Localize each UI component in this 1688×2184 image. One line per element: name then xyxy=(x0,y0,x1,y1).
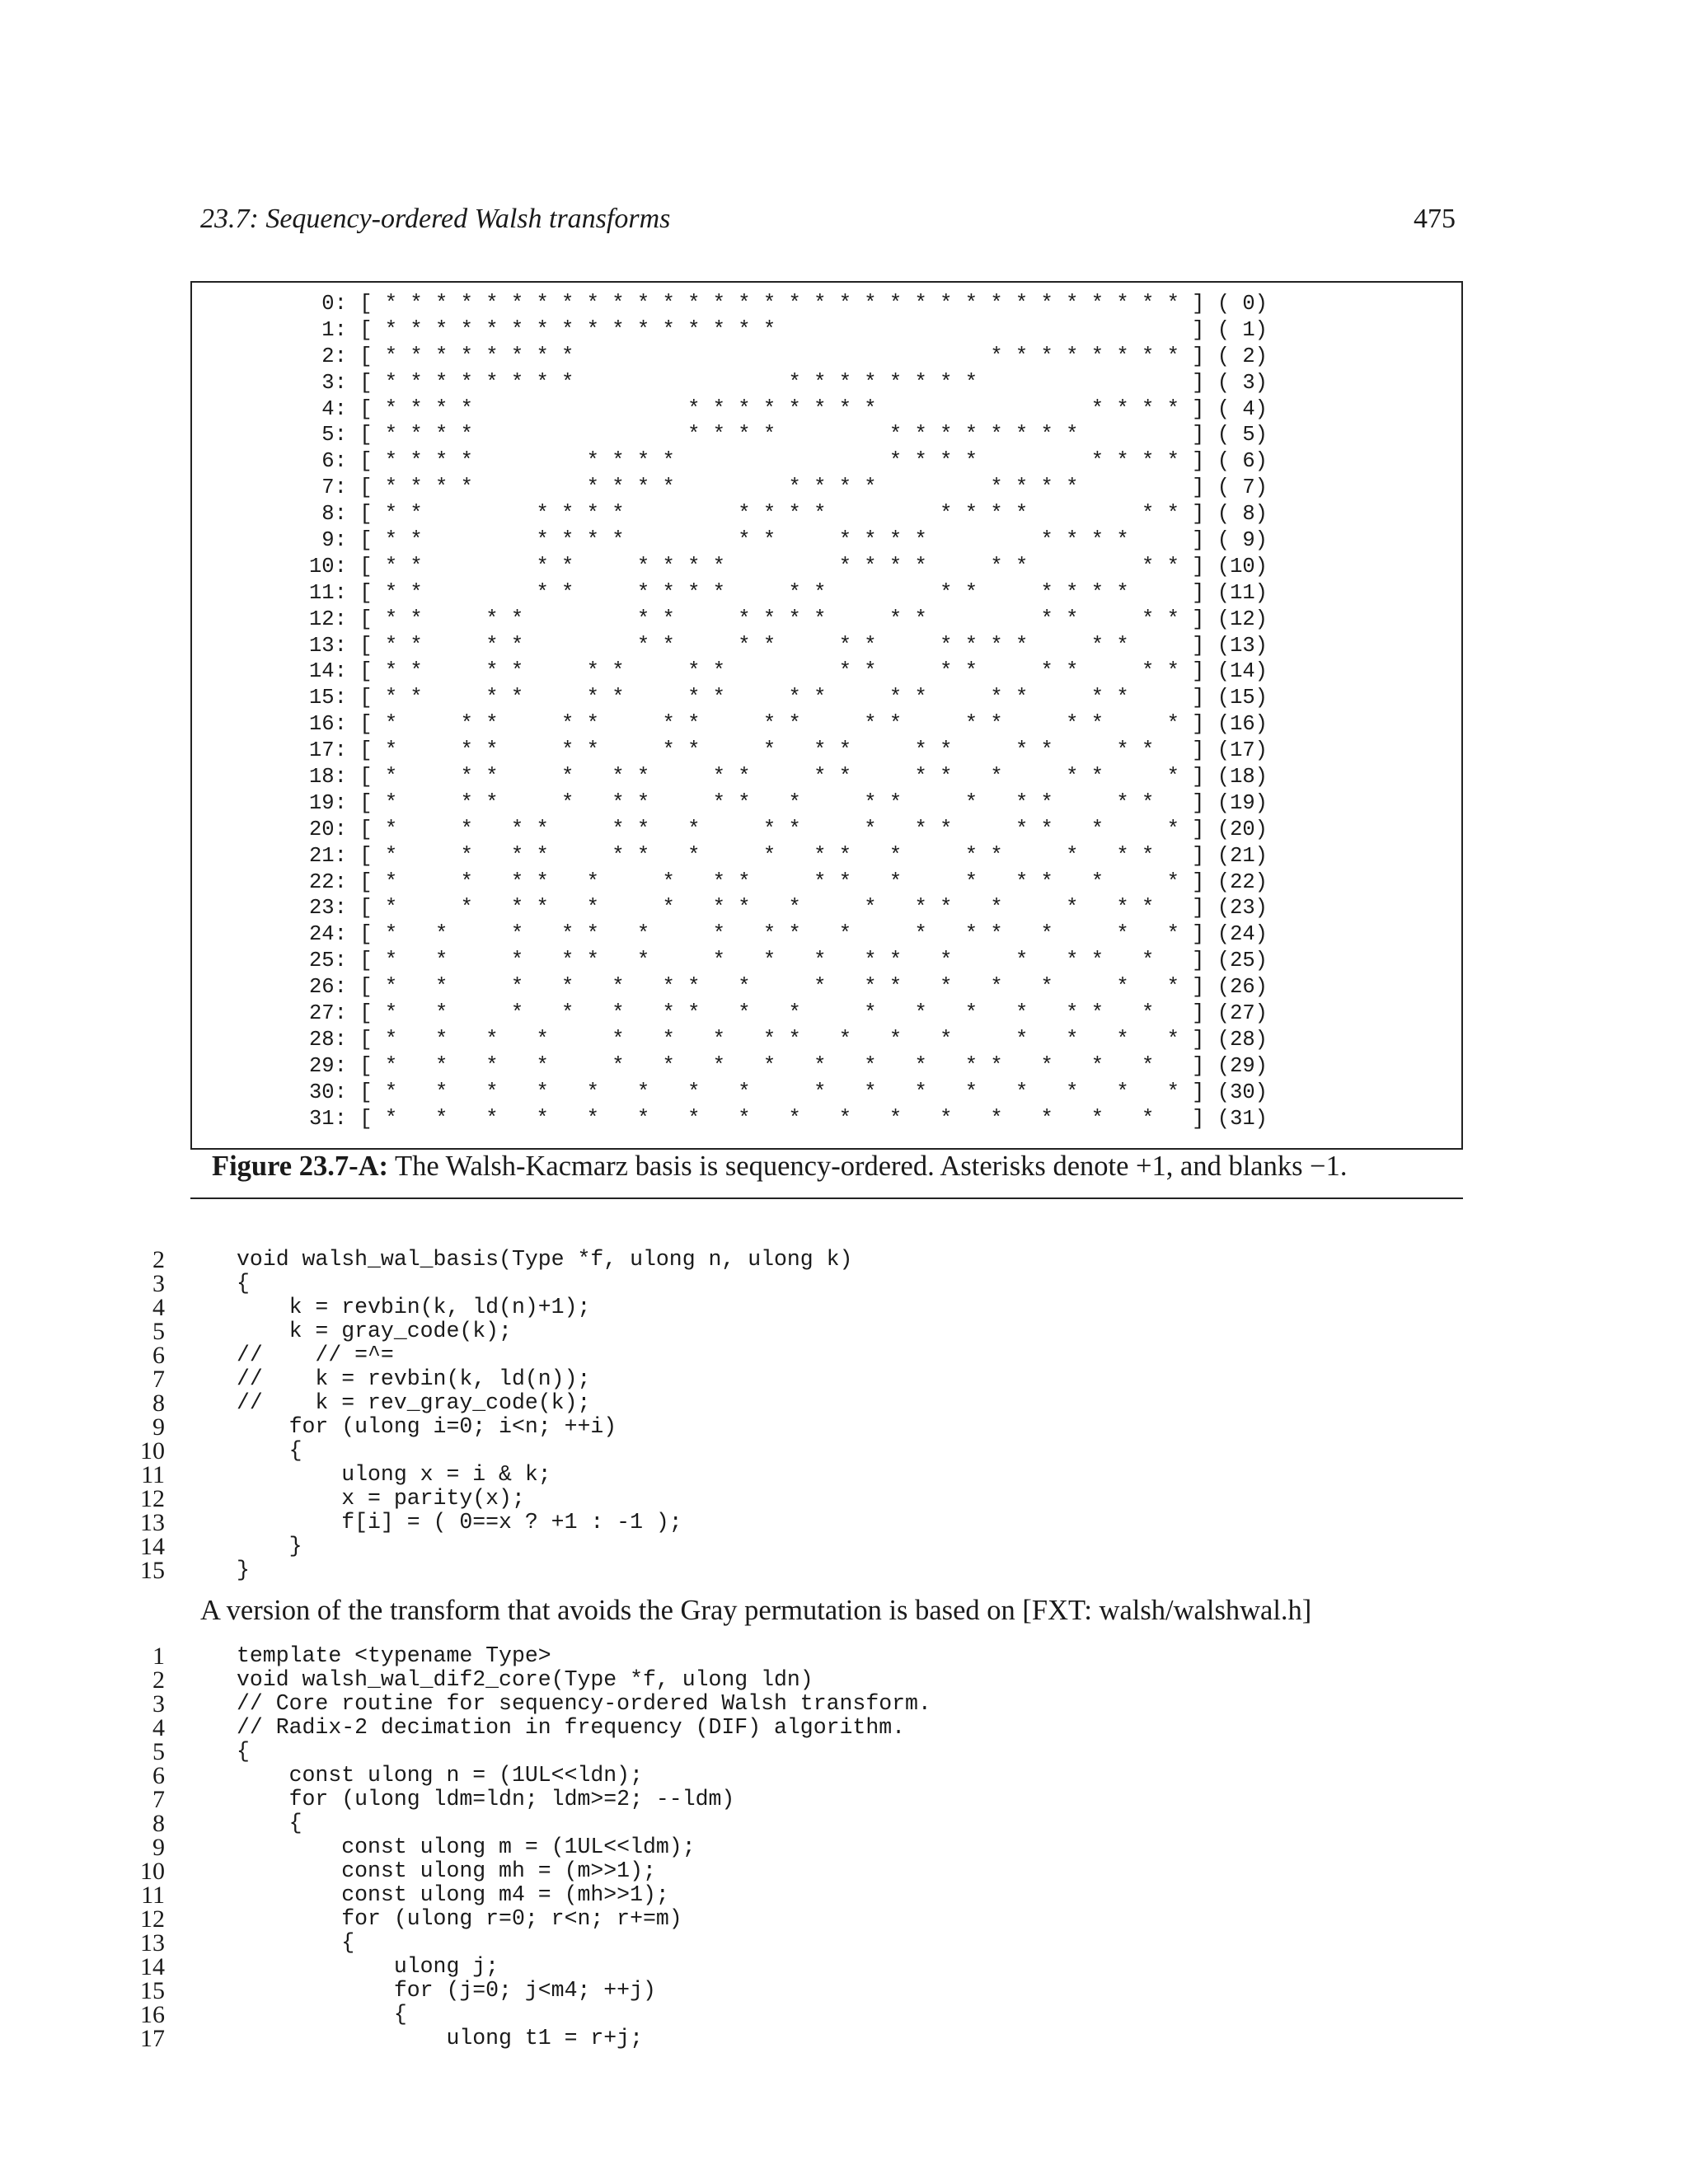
line-number: 11 xyxy=(141,1882,165,1909)
code-line xyxy=(140,1533,1302,1560)
basis-row: 20: [ * * * * * * * * * * * * * * * * ] (20) xyxy=(309,817,1268,841)
code-line xyxy=(148,1343,1302,1367)
line-number: 4 xyxy=(152,1714,165,1741)
running-head-title: 23.7: Sequency-ordered Walsh transforms xyxy=(200,204,671,234)
code-line xyxy=(148,1319,1302,1343)
code-line xyxy=(140,1485,1302,1512)
code-line xyxy=(148,1248,1302,1272)
line-number: 14 xyxy=(140,1953,165,1980)
basis-row: 7: [ * * * * * * * * * * * * * * * * ] ( 7) xyxy=(321,476,1268,500)
basis-row: 28: [ * * * * * * * * * * * * * * * * ] (28) xyxy=(309,1027,1268,1052)
figure-caption-text: The Walsh-Kacmarz basis is sequency-ordered. Asterisks denote +1, and blanks −1. xyxy=(388,1151,1348,1182)
line-number: 9 xyxy=(152,1413,165,1441)
code-line xyxy=(140,1557,1302,1584)
basis-row: 14: [ * * * * * * * * * * * * * * * * ] (14) xyxy=(309,659,1268,684)
basis-row: 4: [ * * * * * * * * * * * * * * * * ] ( 4) xyxy=(321,396,1268,421)
line-number: 12 xyxy=(140,1905,165,1933)
line-number: 13 xyxy=(140,1929,165,1957)
code-text: { xyxy=(237,1271,250,1296)
code-line xyxy=(140,2001,1302,2028)
basis-row: 8: [ * * * * * * * * * * * * * * * * ] ( 8) xyxy=(321,502,1268,527)
line-number: 11 xyxy=(141,1461,165,1488)
basis-row: 21: [ * * * * * * * * * * * * * * * * ] (21) xyxy=(309,843,1268,868)
basis-row: 16: [ * * * * * * * * * * * * * * * * ] (16) xyxy=(309,712,1268,737)
code-text: } xyxy=(237,1534,302,1558)
basis-row: 27: [ * * * * * * * * * * * * * * * * ] (27) xyxy=(309,1001,1268,1026)
running-head xyxy=(200,204,1456,240)
code-line xyxy=(148,1367,1302,1391)
code-text: ulong x = i & k; xyxy=(237,1462,551,1487)
body-paragraph: A version of the transform that avoids the Gray permutation is based on [FXT: walsh/walshwal.h] xyxy=(200,1595,1312,1626)
line-number: 3 xyxy=(152,1690,165,1718)
line-number: 8 xyxy=(152,1390,165,1417)
basis-row: 6: [ * * * * * * * * * * * * * * * * ] ( 6) xyxy=(321,449,1268,474)
line-number: 14 xyxy=(140,1533,165,1560)
code-text: } xyxy=(237,1558,250,1582)
line-number: 4 xyxy=(152,1294,165,1321)
basis-row: 23: [ * * * * * * * * * * * * * * * * ] (23) xyxy=(309,896,1268,921)
basis-row: 13: [ * * * * * * * * * * * * * * * * ] (13) xyxy=(309,633,1268,658)
code-line xyxy=(148,1296,1302,1319)
code-text: const ulong n = (1UL<<ldn); xyxy=(237,1763,643,1788)
code-text: const ulong mh = (m>>1); xyxy=(237,1858,656,1883)
code-text: const ulong m4 = (mh>>1); xyxy=(237,1882,669,1907)
basis-row: 15: [ * * * * * * * * * * * * * * * * ] (15) xyxy=(309,686,1268,710)
basis-row: 1: [ * * * * * * * * * * * * * * * * ] ( 1) xyxy=(321,317,1268,342)
line-number: 7 xyxy=(152,1786,165,1813)
line-number: 6 xyxy=(152,1342,165,1369)
line-number: 2 xyxy=(152,1246,165,1273)
code-text: { xyxy=(237,2002,407,2027)
code-line xyxy=(148,1716,1302,1740)
line-number: 13 xyxy=(140,1509,165,1536)
code-text: f[i] = ( 0==x ? +1 : -1 ); xyxy=(237,1510,682,1535)
basis-row: 31: [ * * * * * * * * * * * * * * * * ] (31) xyxy=(309,1106,1268,1131)
basis-row: 9: [ * * * * * * * * * * * * * * * * ] ( 9) xyxy=(321,528,1268,553)
basis-row: 17: [ * * * * * * * * * * * * * * * * ] (17) xyxy=(309,738,1268,763)
line-number: 10 xyxy=(140,1858,165,1885)
code-listing-walsh-wal-basis xyxy=(140,1246,1302,1584)
basis-row: 0: [ * * * * * * * * * * * * * * * * * * * * * * * * * * * * * * * * ] ( 0) xyxy=(321,292,1268,316)
code-text: { xyxy=(237,1930,355,1955)
basis-row: 26: [ * * * * * * * * * * * * * * * * ] (26) xyxy=(309,975,1268,1000)
code-text: void walsh_wal_dif2_core(Type *f, ulong ldn) xyxy=(237,1667,814,1692)
code-line xyxy=(148,1644,1302,1668)
code-line xyxy=(140,1977,1302,2004)
code-text: k = gray_code(k); xyxy=(237,1319,512,1343)
code-line xyxy=(141,1882,1302,1909)
code-text: for (ulong r=0; r<n; r+=m) xyxy=(237,1906,682,1931)
basis-row: 12: [ * * * * * * * * * * * * * * * * ] (12) xyxy=(309,607,1268,631)
line-number: 12 xyxy=(140,1485,165,1512)
code-line xyxy=(140,1437,1302,1465)
line-number: 17 xyxy=(140,2025,165,2052)
code-line xyxy=(140,1858,1302,1885)
basis-row: 22: [ * * * * * * * * * * * * * * * * ] (22) xyxy=(309,869,1268,894)
figure-walsh-kacmarz-basis xyxy=(190,281,1463,1150)
basis-row: 18: [ * * * * * * * * * * * * * * * * ] (18) xyxy=(309,765,1268,790)
basis-row: 25: [ * * * * * * * * * * * * * * * * ] (25) xyxy=(309,949,1268,973)
code-text: for (ulong ldm=ldn; ldm>=2; --ldm) xyxy=(237,1787,735,1811)
line-number: 5 xyxy=(152,1318,165,1345)
code-line xyxy=(148,1835,1302,1859)
line-number: 3 xyxy=(152,1270,165,1297)
code-text: for (ulong i=0; i<n; ++i) xyxy=(237,1414,617,1439)
code-text: for (j=0; j<m4; ++j) xyxy=(237,1978,656,2003)
code-line xyxy=(148,1415,1302,1439)
code-text: x = parity(x); xyxy=(237,1486,525,1511)
code-text: { xyxy=(237,1438,302,1463)
basis-row: 19: [ * * * * * * * * * * * * * * * * ] (19) xyxy=(309,790,1268,815)
code-text: { xyxy=(237,1811,302,1835)
caption-rule xyxy=(190,1197,1463,1199)
code-line xyxy=(148,1811,1302,1835)
code-line xyxy=(140,1905,1302,1933)
line-number: 5 xyxy=(152,1738,165,1765)
line-number: 7 xyxy=(152,1366,165,1393)
line-number: 9 xyxy=(152,1834,165,1861)
code-text: // // =^= xyxy=(237,1343,394,1367)
basis-row: 30: [ * * * * * * * * * * * * * * * * ] (30) xyxy=(309,1080,1268,1104)
code-line xyxy=(140,1929,1302,1957)
line-number: 16 xyxy=(140,2001,165,2028)
code-text: // k = revbin(k, ld(n)); xyxy=(237,1366,591,1391)
line-number: 15 xyxy=(140,1557,165,1584)
basis-table xyxy=(309,291,1268,1132)
page-number: 475 xyxy=(1414,204,1456,234)
line-number: 8 xyxy=(152,1810,165,1837)
line-number: 1 xyxy=(152,1643,165,1670)
code-text: const ulong m = (1UL<<ldm); xyxy=(237,1835,696,1859)
code-text: ulong t1 = r+j; xyxy=(237,2026,643,2050)
basis-row: 3: [ * * * * * * * * * * * * * * * * ] ( 3) xyxy=(321,370,1268,395)
code-text: { xyxy=(237,1739,250,1764)
code-text: ulong j; xyxy=(237,1954,499,1979)
code-listing-walsh-wal-dif2-core xyxy=(140,1643,1302,2052)
code-text: void walsh_wal_basis(Type *f, ulong n, ulong k) xyxy=(237,1247,853,1272)
code-text: // Radix-2 decimation in frequency (DIF) algorithm. xyxy=(237,1715,906,1740)
code-line xyxy=(148,1668,1302,1692)
code-text: // Core routine for sequency-ordered Walsh transform. xyxy=(237,1691,931,1716)
figure-caption-label: Figure 23.7-A: xyxy=(212,1151,388,1182)
code-text: template <typename Type> xyxy=(237,1643,551,1668)
code-text: k = revbin(k, ld(n)+1); xyxy=(237,1295,591,1319)
line-number: 15 xyxy=(140,1977,165,2004)
line-number: 2 xyxy=(152,1666,165,1694)
code-line xyxy=(148,1788,1302,1811)
line-number: 6 xyxy=(152,1762,165,1789)
basis-row: 24: [ * * * * * * * * * * * * * * * * ] (24) xyxy=(309,922,1268,947)
code-line xyxy=(148,1272,1302,1296)
code-line xyxy=(141,1461,1302,1488)
code-line xyxy=(140,1953,1302,1980)
code-line xyxy=(148,1764,1302,1788)
code-line xyxy=(148,1740,1302,1764)
basis-row: 29: [ * * * * * * * * * * * * * * * * ] (29) xyxy=(309,1053,1268,1078)
basis-row: 2: [ * * * * * * * * * * * * * * * * ] ( 2) xyxy=(321,344,1268,368)
basis-row: 10: [ * * * * * * * * * * * * * * * * ] (10) xyxy=(309,554,1268,579)
basis-row: 5: [ * * * * * * * * * * * * * * * * ] ( 5) xyxy=(321,423,1268,448)
figure-caption xyxy=(212,1151,1347,1183)
code-line xyxy=(148,1391,1302,1415)
line-number: 10 xyxy=(140,1437,165,1465)
code-line xyxy=(140,1509,1302,1536)
code-text: // k = rev_gray_code(k); xyxy=(237,1390,591,1415)
code-line xyxy=(148,1692,1302,1716)
code-line xyxy=(140,2025,1302,2052)
basis-row: 11: [ * * * * * * * * * * * * * * * * ] (11) xyxy=(309,580,1268,605)
